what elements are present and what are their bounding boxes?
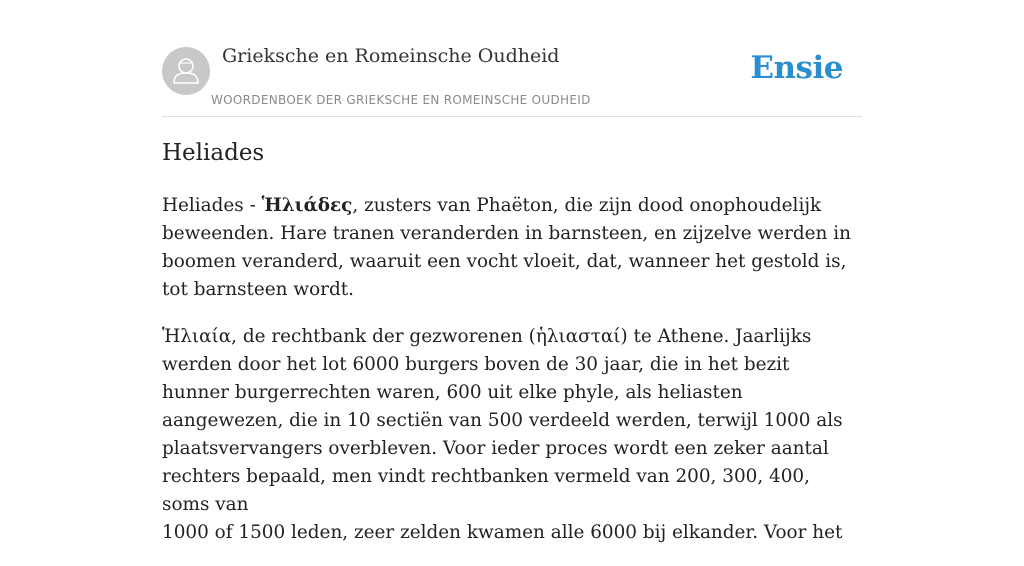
entry-title: Heliades [162,140,265,166]
header [162,0,862,117]
page [162,0,862,543]
entry-body [162,192,862,566]
entry-greek-term: Ἡλιάδες [261,195,353,216]
source-title-link[interactable]: Grieksche en Romeinsche Oudheid [222,45,560,67]
entry-paragraph-1 [162,192,862,304]
source-subtitle: WOORDENBOEK DER GRIEKSCHE EN ROMEINSCHE OUDHEID [211,93,591,107]
entry-text-1: , zusters van Phaëton, die zijn dood onophoudelijk beweenden. Hare tranen veranderden in barnsteen, en zijzelve werden in boomen veranderd, waaruit een vocht vloeit, dat, wanneer het gestold is, tot barnsteen wordt. [162,195,851,300]
entry-paragraph-2 [162,323,862,547]
avatar[interactable] [162,47,210,95]
entry-lead: Heliades - [162,195,262,216]
entry-text-2b: 1000 of 1500 leden, zeer zelden kwamen alle 6000 bij elkander. Voor het [162,522,843,543]
person-icon [162,47,210,95]
brand-logo[interactable]: Ensie [750,50,843,86]
entry-text-2a: Ἡλιαία, de rechtbank der gezworenen (ἡλιασταί) te Athene. Jaarlijks werden door het lot 6000 burgers boven de 30 jaar, die in het bezit hunner burgerrechten waren, 600 uit elke phyle, als heliasten aangewezen, die in 10 sectiën van 500 verdeeld werden, terwijl 1000 als plaatsvervangers overbleven. Voor ieder proces wordt een zeker aantal rechters bepaald, men vindt rechtbanken vermeld van 200, 300, 400, soms van [162,326,843,515]
